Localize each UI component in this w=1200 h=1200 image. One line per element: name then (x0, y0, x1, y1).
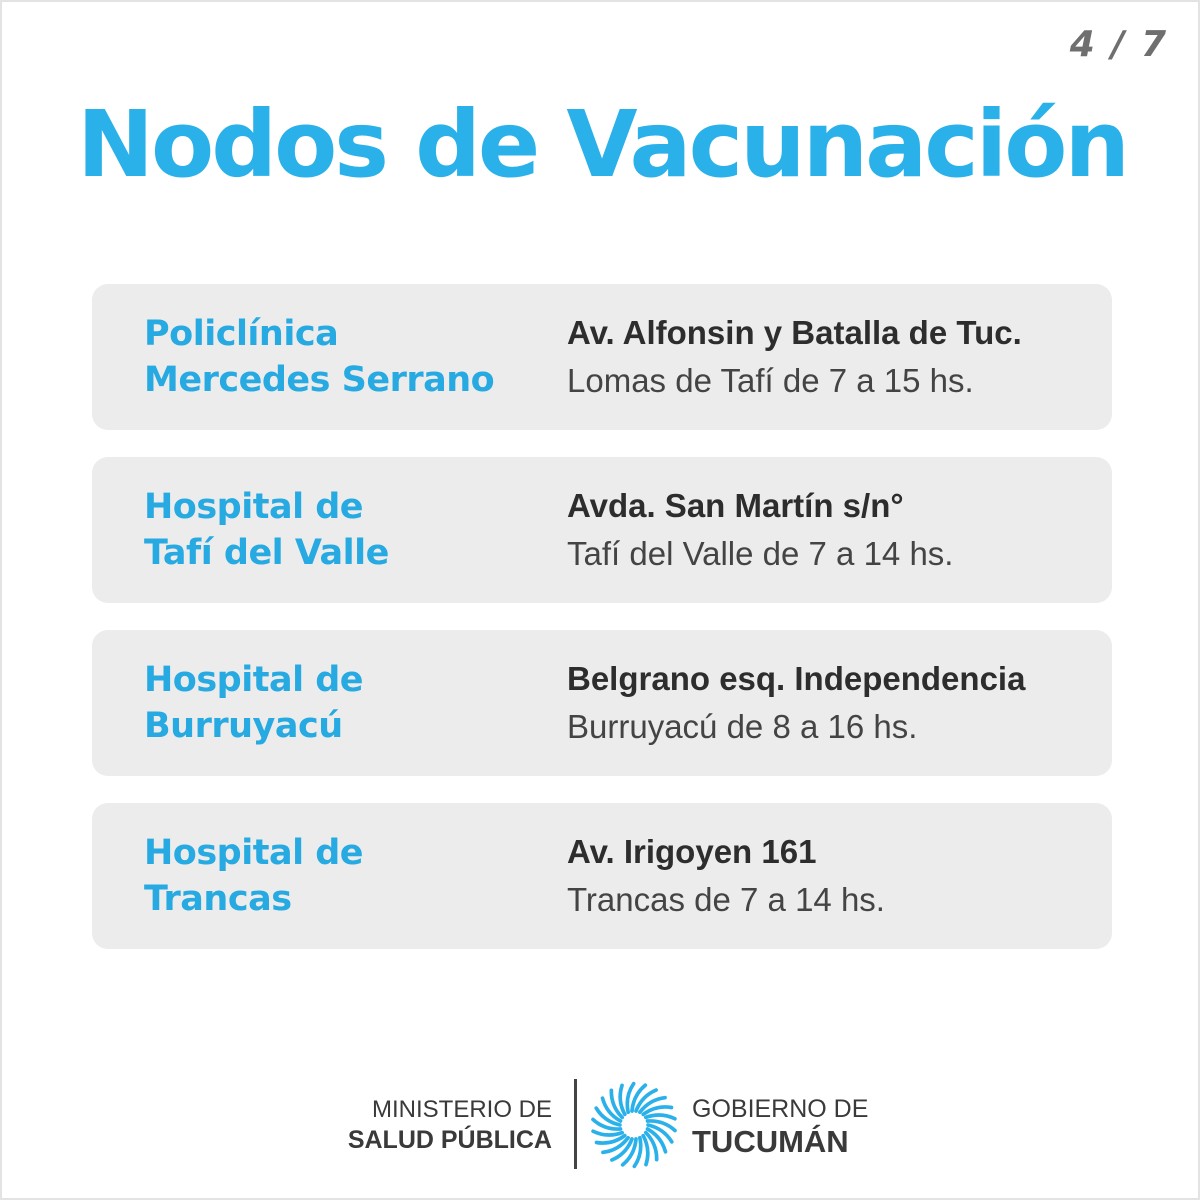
node-info (554, 655, 1112, 751)
logo-ray (620, 1085, 625, 1114)
ministry-line2: SALUD PÚBLICA (347, 1126, 552, 1154)
node-name-line2: Trancas (144, 879, 292, 919)
node-address: Belgrano esq. Independencia (567, 660, 1026, 697)
node-card (92, 630, 1112, 776)
node-name-line2: Tafí del Valle (144, 533, 389, 573)
node-schedule: Trancas de 7 a 14 hs. (567, 881, 885, 918)
node-schedule: Tafí del Valle de 7 a 14 hs. (567, 535, 954, 572)
node-name-line1: Hospital de (144, 660, 364, 700)
node-address: Av. Alfonsin y Batalla de Tuc. (567, 314, 1022, 351)
node-card (92, 284, 1112, 430)
government-name (692, 1093, 868, 1159)
node-card (92, 457, 1112, 603)
node-schedule: Lomas de Tafí de 7 a 15 hs. (567, 362, 974, 399)
node-card (92, 803, 1112, 949)
node-name-line2: Burruyacú (144, 706, 343, 746)
node-name-line2: Mercedes Serrano (144, 360, 495, 400)
node-info (554, 828, 1112, 924)
government-line2: TUCUMÁN (692, 1124, 849, 1159)
government-line1: GOBIERNO DE (692, 1095, 869, 1123)
node-name-line1: Policlínica (144, 314, 339, 354)
page-title: Nodos de Vacunación (77, 91, 1127, 198)
footer (2, 1077, 1200, 1172)
vaccination-node-list (92, 284, 1112, 976)
node-info (554, 482, 1112, 578)
node-info (554, 309, 1112, 405)
footer-divider (574, 1079, 577, 1169)
node-name (92, 311, 554, 403)
node-name (92, 484, 554, 576)
node-name-line1: Hospital de (144, 487, 364, 527)
ministry-name (348, 1095, 552, 1155)
node-address: Av. Irigoyen 161 (567, 833, 817, 870)
node-address: Avda. San Martín s/n° (567, 487, 904, 524)
page-counter: 4 / 7 (1069, 24, 1168, 65)
logo-ray (593, 1131, 622, 1135)
node-name (92, 830, 554, 922)
ministry-line1: MINISTERIO DE (371, 1096, 552, 1123)
node-schedule: Burruyacú de 8 a 16 hs. (567, 708, 918, 745)
node-name (92, 657, 554, 749)
sun-spiral-logo-icon (590, 1081, 678, 1169)
logo-ray (643, 1136, 648, 1165)
node-name-line1: Hospital de (144, 833, 364, 873)
logo-ray (646, 1115, 675, 1119)
